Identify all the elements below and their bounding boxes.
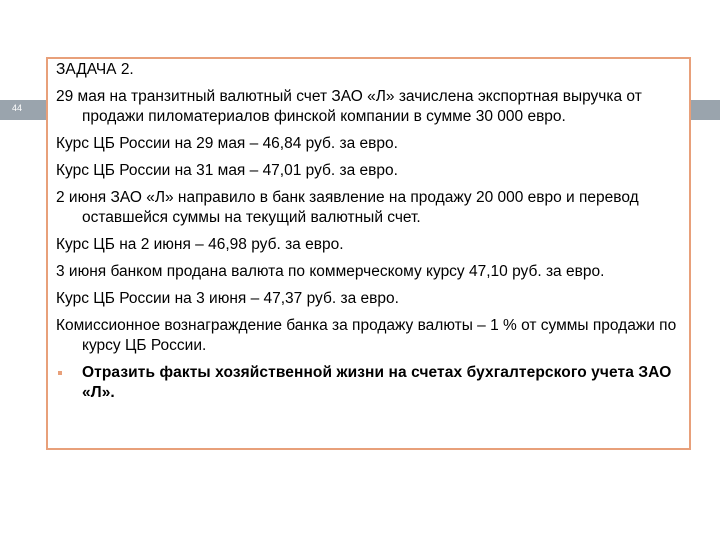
task-text: Отразить факты хозяйственной жизни на счетах бухгалтерского учета ЗАО «Л». <box>82 364 672 401</box>
paragraph-rate-may-29: Курс ЦБ России на 29 мая – 46,84 руб. за евро. <box>56 135 398 152</box>
task-statement <box>56 363 686 403</box>
paragraph-rate-june-2: Курс ЦБ на 2 июня – 46,98 руб. за евро. <box>56 236 344 253</box>
slide-title: ЗАДАЧА 2. <box>56 61 134 78</box>
header-band-right <box>691 100 720 120</box>
paragraph-sale-request: 2 июня ЗАО «Л» направило в банк заявление на продажу 20 000 евро и перевод оставшейся суммы на текущий валютный счет. <box>56 189 639 226</box>
paragraph-commission: Комиссионное вознаграждение банка за продажу валюты – 1 % от суммы продажи по курсу ЦБ России. <box>56 317 677 354</box>
header-band-left <box>0 100 46 120</box>
slide-content <box>56 60 686 403</box>
paragraph-rate-june-3: Курс ЦБ России на 3 июня – 47,37 руб. за евро. <box>56 290 399 307</box>
paragraph-rate-may-31: Курс ЦБ России на 31 мая – 47,01 руб. за евро. <box>56 162 398 179</box>
bullet-icon <box>58 371 62 375</box>
slide-number: 44 <box>12 103 23 113</box>
paragraph-sale-june-3: 3 июня банком продана валюта по коммерческому курсу 47,10 руб. за евро. <box>56 263 605 280</box>
paragraph-export-proceeds: 29 мая на транзитный валютный счет ЗАО «Л» зачислена экспортная выручка от продажи пиломатериалов финской компании в сумме 30 000 евро. <box>56 88 642 125</box>
